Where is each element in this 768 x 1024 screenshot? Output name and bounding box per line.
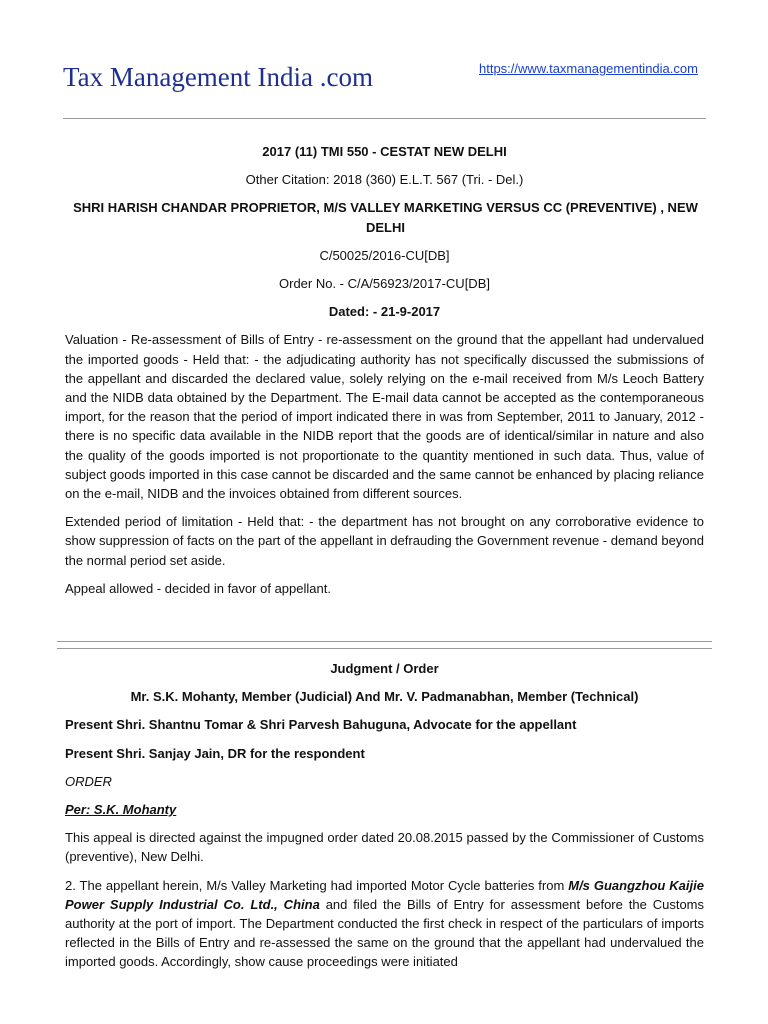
order-date: Dated: - 21-9-2017	[328, 304, 441, 320]
site-url-link[interactable]: https://www.taxmanagementindia.com	[479, 61, 698, 76]
case-number: C/50025/2016-CU[DB]	[319, 247, 450, 263]
case-summary	[65, 142, 704, 598]
other-citation: Other Citation: 2018 (360) E.L.T. 567 (Tri. - Del.)	[245, 172, 524, 188]
section-divider-top	[57, 641, 712, 642]
present-respondent: Present Shri. Sanjay Jain, DR for the respondent	[65, 745, 365, 761]
para2-rest: and filed the Bills of Entry for assessment before the Customs authority at the port of import. The Department conducted the first check in respect of the particulars of imports reflected in the Bills of Entry and re-assessed the same on the ground that the appellant had undervalued the imported goods. Accordingly, show cause proceedings were initiated	[65, 896, 704, 970]
case-citation: 2017 (11) TMI 550 - CESTAT NEW DELHI	[262, 144, 507, 159]
order-number: Order No. - C/A/56923/2017-CU[DB]	[279, 276, 490, 292]
judgment-heading: Judgment / Order	[330, 661, 439, 676]
headnote-result: Appeal allowed - decided in favor of appellant.	[65, 580, 331, 596]
bench-members: Mr. S.K. Mohanty, Member (Judicial) And Mr. V. Padmanabhan, Member (Technical)	[130, 689, 639, 705]
order-label: ORDER	[65, 773, 112, 789]
header-divider	[63, 118, 706, 119]
case-title: SHRI HARISH CHANDAR PROPRIETOR, M/S VALLEY MARKETING VERSUS CC (PREVENTIVE) , NEW DELHI	[73, 200, 698, 235]
judgment-para-2	[65, 876, 704, 972]
supplier-name: M/s Guangzhou Kaijie Power Supply Industrial Co. Ltd., China	[65, 877, 704, 912]
headnote-limitation: Extended period of limitation - Held that: - the department has not brought on any corroborative evidence to show suppression of facts on the part of the appellant in defrauding the Government revenue - demand beyond the normal period set aside.	[65, 514, 704, 568]
section-divider-bottom	[57, 648, 712, 649]
para2-intro: 2. The appellant herein, M/s Valley Marketing had imported Motor Cycle batteries from	[65, 877, 569, 893]
judgment-body	[65, 659, 704, 972]
headnote-valuation: Valuation - Re-assessment of Bills of Entry - re-assessment on the ground that the appellant had undervalued the imported goods - Held that: - the adjudicating authority has not specifically discussed the submissions of the appellant and discarded the declared value, solely relying on the e-mail received from M/s Leoch Battery and the NIDB data obtained by the Department. The E-mail data cannot be accepted as the contemporaneous import, for the reason that the period of import indicated there in was from September, 2011 to January, 2012 - there is no specific data available in the NIDB report that the goods are of identical/similar in nature and also the quality of the goods imported is not proportionate to the quantity mentioned in such data. Thus, value of subject goods imported in this case cannot be discarded and the same cannot be enhanced by placing reliance on the e-mail, NIDB and the invoices obtained from different sources.	[65, 332, 704, 502]
judgment-para-1: This appeal is directed against the impugned order dated 20.08.2015 passed by the Commissioner of Customs (preventive), New Delhi.	[65, 830, 704, 865]
present-appellant: Present Shri. Shantnu Tomar & Shri Parvesh Bahuguna, Advocate for the appellant	[65, 717, 577, 733]
site-logo-text[interactable]: Tax Management India .com	[63, 62, 373, 92]
order-author: Per: S.K. Mohanty	[65, 802, 177, 818]
